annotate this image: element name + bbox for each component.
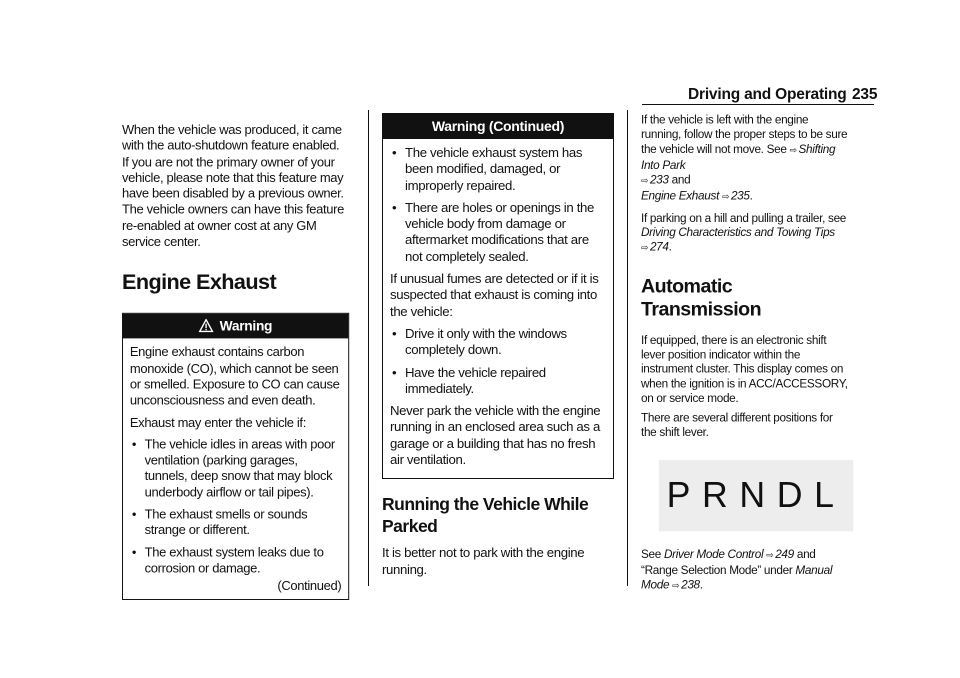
warning-paragraph: Engine exhaust contains carbon monoxide (CO), which cannot be seen or smelled. Exposure to CO can cause unconsciousness and even death. — [129, 344, 340, 408]
xref-arrow-icon: ⇨ — [721, 192, 730, 203]
warning-bullet: • There are holes or openings in the vehicle body from damage or aftermarket modifications that are not completely sealed. — [390, 200, 606, 265]
xref-link[interactable]: Engine Exhaust ⇨ 235 — [641, 189, 750, 203]
xref-link[interactable]: Manual Mode ⇨ 238 — [641, 563, 833, 592]
warning-header — [123, 314, 348, 339]
warning-title: Warning — [219, 318, 273, 334]
warning-box — [122, 313, 349, 599]
body-paragraph: If equipped, there is an electronic shift lever position indicator within the instrument cluster. This display comes on when the ignition is in ACC/ACCESSORY, on or service mode. — [641, 333, 848, 405]
warning-bullet: • Drive it only with the windows completely down. — [390, 326, 606, 359]
body-paragraph: If parking on a hill and pulling a trailer, see Driving Characteristics and Towing Tips ⇨ 274. — [641, 210, 847, 254]
page-number: 235 — [852, 86, 878, 103]
warning-bullet: • The exhaust system leaks due to corrosion or damage. — [130, 545, 341, 577]
intro-paragraph: If you are not the primary owner of your vehicle, please note that this feature may have been disabled by a previous owner. The vehicle owners can have this feature re-enabled at owner cost at any GM service center. — [122, 154, 345, 249]
body-paragraph: It is better not to park with the engine running. — [382, 545, 585, 577]
column-divider — [368, 110, 369, 586]
xref-arrow-icon: ⇨ — [641, 176, 649, 187]
column-divider — [627, 110, 628, 586]
column-1 — [122, 122, 349, 600]
warning-paragraph: Never park the vehicle with the engine running in an enclosed area such as a garage or a building that has no fresh air ventilation. — [390, 403, 601, 468]
column-2 — [382, 113, 614, 584]
warning-paragraph: If unusual fumes are detected or if it is suspected that exhaust is coming into the vehicle: — [390, 271, 599, 319]
section-heading-running-parked: Running the Vehicle While Parked — [382, 494, 589, 537]
warning-continued-header: Warning (Continued) — [383, 114, 613, 139]
xref-arrow-icon: ⇨ — [789, 145, 797, 156]
warning-paragraph: Exhaust may enter the vehicle if: — [129, 414, 306, 430]
body-paragraph: If the vehicle is left with the engine running, follow the proper steps to be sure the vehicle will not move. See ⇨ Shifting Into Park ⇨ 233 and Engine Exhaust ⇨ 235. — [641, 113, 848, 203]
body-paragraph: See Driver Mode Control ⇨ 249 and “Range Selection Mode” under Manual Mode ⇨ 238. — [641, 547, 833, 592]
column-3 — [641, 113, 850, 600]
xref-arrow-icon: ⇨ — [766, 550, 774, 561]
body-paragraph: There are several different positions for the shift lever. — [641, 411, 833, 439]
xref-arrow-icon: ⇨ — [641, 243, 649, 254]
section-heading-automatic-transmission: Automatic Transmission — [641, 274, 762, 320]
warning-bullet: • The vehicle exhaust system has been modified, damaged, or improperly repaired. — [390, 145, 606, 194]
prndl-display-image: PRNDL — [659, 460, 853, 531]
warning-box-continued — [382, 113, 614, 479]
header-rule — [642, 104, 874, 105]
continued-label: (Continued) — [277, 578, 342, 594]
intro-paragraph: When the vehicle was produced, it came with the auto-shutdown feature enabled. — [122, 122, 342, 153]
warning-triangle-icon — [199, 316, 214, 341]
warning-bullet: • The exhaust smells or sounds strange or different. — [130, 507, 341, 539]
xref-link[interactable]: Driver Mode Control ⇨ 249 — [663, 547, 794, 561]
section-heading-engine-exhaust: Engine Exhaust — [122, 269, 277, 295]
xref-link[interactable]: ⇨ Shifting Into Park — [641, 142, 836, 172]
warning-bullet: • The vehicle idles in areas with poor ventilation (parking garages, tunnels, deep snow that may block underbody airflow or tail pipes). — [130, 437, 341, 501]
xref-link[interactable]: Driving Characteristics and Towing Tips ⇨ 274 — [641, 225, 835, 254]
warning-bullet: • Have the vehicle repaired immediately. — [390, 365, 606, 398]
xref-link[interactable]: ⇨ 233 — [641, 172, 669, 187]
running-header-section: Driving and Operating — [688, 86, 847, 103]
xref-arrow-icon: ⇨ — [672, 581, 680, 592]
